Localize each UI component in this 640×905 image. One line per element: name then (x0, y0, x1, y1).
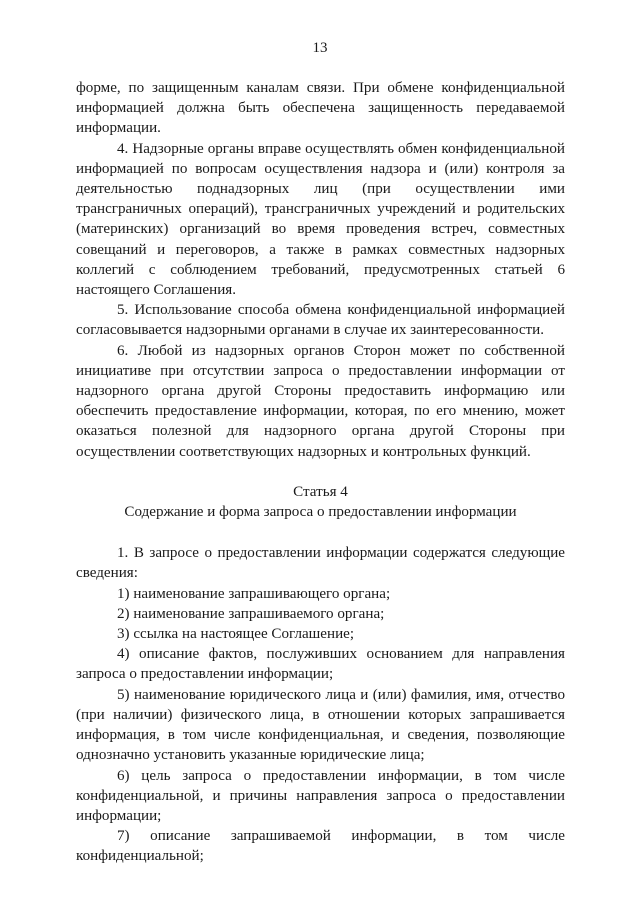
list-item-3: 3) ссылка на настоящее Соглашение; (117, 626, 355, 643)
paragraph-item-4: 4. Надзорные органы вправе осуществлять обмен конфиденциальной информацией по вопросам осуществления надзора и (или) контроля за деятельностью поднадзорных лиц (при осуществлении ими трансграничных операций), трансграничных учреждений и родительских (материнских) организаций во время проведения встреч, совместных совещаний и переговоров, а также в рамках совместных надзорных коллегий с соблюдением требований, предусмотренных статьей 6 настоящего Соглашения. (76, 140, 565, 299)
page-number: 13 (312, 40, 328, 56)
article-paragraph-1: 1. В запросе о предоставлении информации содержатся следующие сведения: (76, 545, 565, 582)
article-heading: Статья 4 (293, 483, 348, 500)
list-item-2: 2) наименование запрашиваемого органа; (117, 605, 385, 622)
list-item-4: 4) описание фактов, послуживших основанием для направления запроса о предоставлении информации; (76, 646, 565, 683)
list-item-7: 7) описание запрашиваемой информации, в том числе конфиденциальной; (76, 828, 565, 865)
list-item-5: 5) наименование юридического лица и (или) фамилия, имя, отчество (при наличии) физического лица, в отношении которых запрашивается информация, в том числе конфиденциальная, и сведения, позволяющие однозначно установить указанные юридические лица; (76, 686, 565, 764)
list-item-1: 1) наименование запрашивающего органа; (117, 585, 391, 602)
paragraph-item-6: 6. Любой из надзорных органов Сторон может по собственной инициативе при отсутствии запроса о предоставлении информации от надзорного органа другой Стороны предоставить информацию или обеспечить предоставление информации, которая, по его мнению, может оказаться полезной для надзорного органа другой Стороны при осуществлении соответствующих надзорных и контрольных функций. (76, 342, 565, 460)
paragraph-item-5: 5. Использование способа обмена конфиденциальной информацией согласовывается надзорными органами в случае их заинтересованности. (76, 302, 565, 339)
paragraph-continuation: форме, по защищенным каналам связи. При обмене конфиденциальной информацией должна быть обеспечена защищенность передаваемой информации. (76, 80, 565, 137)
article-title: Содержание и форма запроса о предоставлении информации (124, 504, 517, 521)
document-body (76, 78, 565, 867)
list-item-6: 6) цель запроса о предоставлении информации, в том числе конфиденциальной, и причины направления запроса о предоставлении информации; (76, 767, 565, 824)
